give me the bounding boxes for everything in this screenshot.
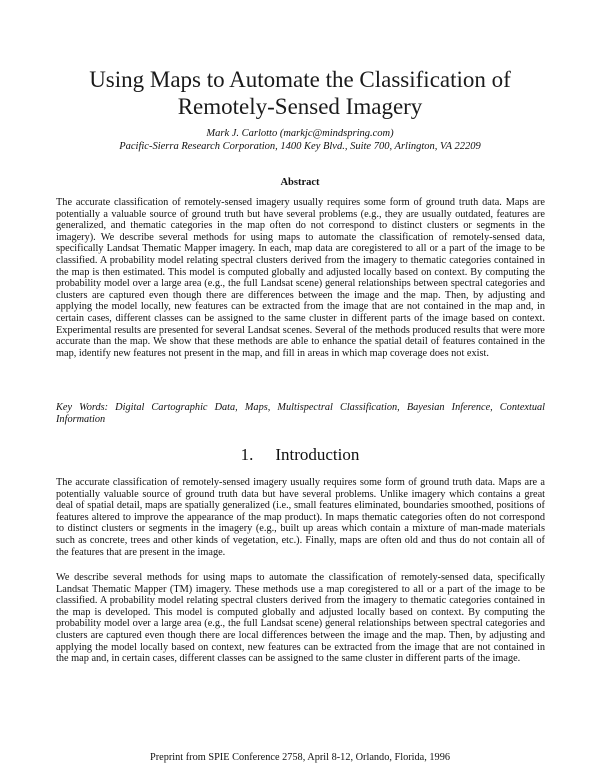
section-title: Introduction bbox=[275, 445, 360, 464]
paper-title bbox=[40, 66, 560, 120]
intro-text-2: We describe several methods for using maps to automate the classification of remotely-sensed data, specifically Landsat Thematic Mapper (TM) imagery. These methods use a map coregistered to all or a part of the image to be classified. A probability model relating spectral clusters derived from the imagery to thematic categories contained in the map is developed. This model is computed globally and adjusted locally based on context. By computing the probability model over a large area (e.g., the full Landsat scene) general relationships between spectral categories and clusters are captured even though there are local differences between the image and the map. Then, by adjusting and applying the model locally based on context, new features can be extracted from the image that are not contained in the map and, in certain cases, different classes can be assigned to the same cluster in different parts of the image. bbox=[56, 572, 545, 665]
author-name: Mark J. Carlotto (markjc@mindspring.com) bbox=[206, 128, 394, 139]
abstract-heading: Abstract bbox=[280, 177, 320, 188]
abstract-text bbox=[56, 197, 545, 359]
keywords: Key Words: Digital Cartographic Data, Maps, Multispectral Classification, Bayesian Inference, Contextual Information bbox=[56, 402, 545, 425]
abstract-paragraph: The accurate classification of remotely-sensed imagery usually requires some form of ground truth data. Maps are potentially a valuable source of ground truth but have several problems (e.g., they are usually outdated, features are generalized, and thematic categories in the map often do not correspond to distinct clusters or segments in the imagery). We describe several methods for using maps to automate the classification of remotely-sensed data, specifically Landsat Thematic Mapper imagery. In each, map data are coregistered to all or a part of the image to be classified. A probability model relating spectral clusters derived from the imagery to thematic categories contained in the map is then estimated. This model is computed globally and adjusted locally based on context. By computing the probability model over a large area (e.g., the full Landsat scene) general relationships between spectral categories and clusters are captured even though there are differences between the image and the map. Then, by adjusting and applying the model locally, new features can be extracted from the image that are not contained in the map and, in certain cases, different classes can be assigned to the same cluster in different parts of the image based on context. Experimental results are presented for several Landsat scenes. Several of the methods produced results that were more accurate than the map. We show that these methods are able to enhance the spatial detail of features contained in the map, identify new features not present in the map, and fill in areas in which map coverage does not exist. bbox=[56, 197, 545, 359]
intro-paragraph-1 bbox=[56, 477, 545, 558]
author-block bbox=[40, 127, 560, 153]
section-number: 1. bbox=[240, 445, 254, 464]
section-heading bbox=[40, 445, 560, 465]
intro-paragraph-2 bbox=[56, 572, 545, 665]
intro-text-1: The accurate classification of remotely-sensed imagery usually requires some form of ground truth data. Maps are a potentially valuable source of ground truth data but have several problems. Unlike imagery which contains a great deal of spatial detail, maps are spatially generalized (i.e., small features eliminated, boundaries smoothed, positions of features altered to improve the appearance of the map product). In maps thematic categories often do not correspond to distinct clusters or segments in the imagery (e.g., built up areas which contain a mixture of man-made materials such as concrete, trees and other kinds of vegetation, etc.). Finally, maps are often old and thus do not contain all of the features that are present in the image. bbox=[56, 477, 545, 558]
title-line-1: Using Maps to Automate the Classification of bbox=[89, 67, 511, 92]
author-affiliation: Pacific-Sierra Research Corporation, 1400 Key Blvd., Suite 700, Arlington, VA 22209 bbox=[119, 141, 481, 152]
preprint-footer: Preprint from SPIE Conference 2758, April 8-12, Orlando, Florida, 1996 bbox=[150, 752, 450, 763]
title-line-2: Remotely-Sensed Imagery bbox=[177, 94, 423, 119]
